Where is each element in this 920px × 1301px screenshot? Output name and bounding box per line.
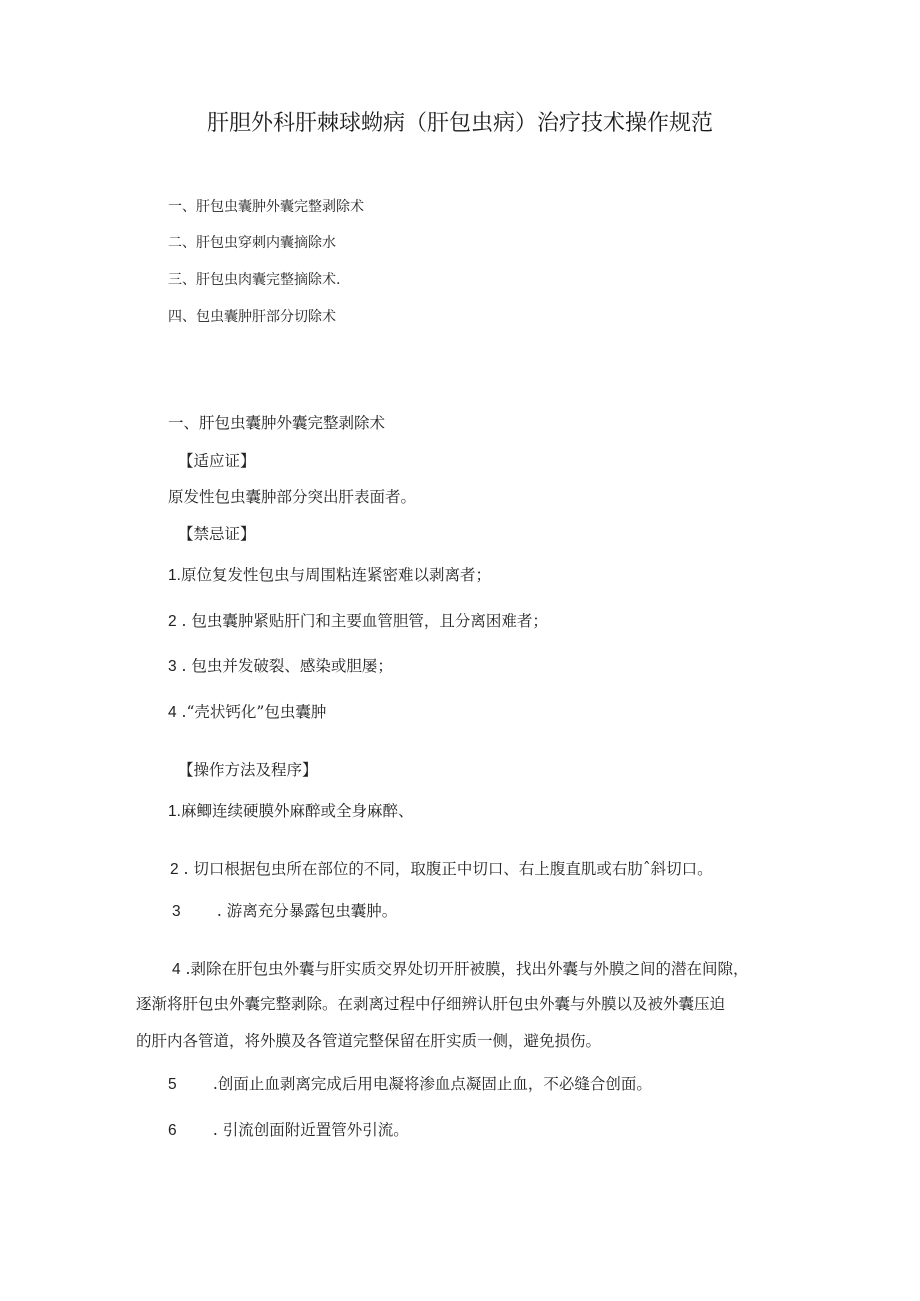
contra-item-number: 4 <box>168 704 177 721</box>
indications-text: 原发性包虫囊肿部分突出肝表面者。 <box>168 488 417 506</box>
toc-item-1: 一、肝包虫囊肿外囊完整剥除术 <box>168 199 364 215</box>
contra-item-text: . 包虫囊肿紧贴肝门和主要血管胆管，且分离困难者； <box>176 612 548 630</box>
toc-item-3: 三、肝包虫肉囊完整摘除术. <box>168 272 341 288</box>
procedure-heading: 【操作方法及程序】 <box>178 761 318 779</box>
step-text: . 切口根据包虫所在部位的不同，取腹正中切口、右上腹直肌或右肋ˆ斜切口。 <box>178 860 713 878</box>
contra-item-number: 1. <box>168 567 181 584</box>
step-4 <box>172 960 748 980</box>
step-number: 1. <box>168 803 181 820</box>
contra-item-3 <box>168 657 393 677</box>
step-1 <box>168 802 413 822</box>
contra-item-4 <box>168 703 326 723</box>
contra-item-number: 2 <box>168 613 177 630</box>
step-6 <box>168 1121 409 1141</box>
contra-item-2 <box>168 612 548 632</box>
step-number: 3 <box>172 903 181 920</box>
step-text: .剥除在肝包虫外囊与肝实质交界处切开肝被膜，找出外囊与外膜之间的潜在间隙， <box>180 960 749 978</box>
contra-item-text: 原位复发性包虫与周围粘连紧密难以剥离者； <box>180 566 491 584</box>
contra-item-text: . 包虫并发破裂、感染或胆屡； <box>176 657 393 675</box>
step-text: 麻鲫连续硬膜外麻醉或全身麻醉、 <box>180 802 414 820</box>
step-text: . 引流创面附近置管外引流。 <box>208 1121 409 1139</box>
step-number: 6 <box>168 1122 177 1139</box>
step-number: 2 <box>170 861 179 878</box>
step-2 <box>170 860 713 880</box>
step-text: . 游离充分暴露包虫囊肿。 <box>212 902 398 920</box>
step-number: 4 <box>172 961 181 978</box>
contra-item-number: 3 <box>168 658 177 675</box>
document-title: 肝胆外科肝棘球蚴病（肝包虫病）治疗技术操作规范 <box>206 111 713 136</box>
step-number: 5 <box>168 1076 177 1093</box>
toc-item-2: 二、肝包虫穿刺内囊摘除水 <box>168 235 336 251</box>
step-4-continuation-1: 逐渐将肝包虫外囊完整剥除。在剥离过程中仔细辨认肝包虫外囊与外膜以及被外囊压迫 <box>136 995 726 1013</box>
step-4-continuation-2: 的肝内各管道，将外膜及各管道完整保留在肝实质一侧，避免损伤。 <box>136 1032 602 1050</box>
step-3 <box>172 902 397 922</box>
step-text: .创面止血剥离完成后用电凝将渗血点凝固止血，不必缝合创面。 <box>208 1075 652 1093</box>
contra-item-text: .“壳状钙化”包虫囊肿 <box>176 703 327 721</box>
toc-item-4: 四、包虫囊肿肝部分切除术 <box>168 309 336 325</box>
step-5 <box>168 1075 652 1095</box>
section-heading: 一、肝包虫囊肿外囊完整剥除术 <box>168 414 386 432</box>
contra-item-1 <box>168 566 491 586</box>
indications-heading: 【适应证】 <box>178 452 256 470</box>
contraindications-heading: 【禁忌证】 <box>178 525 256 543</box>
